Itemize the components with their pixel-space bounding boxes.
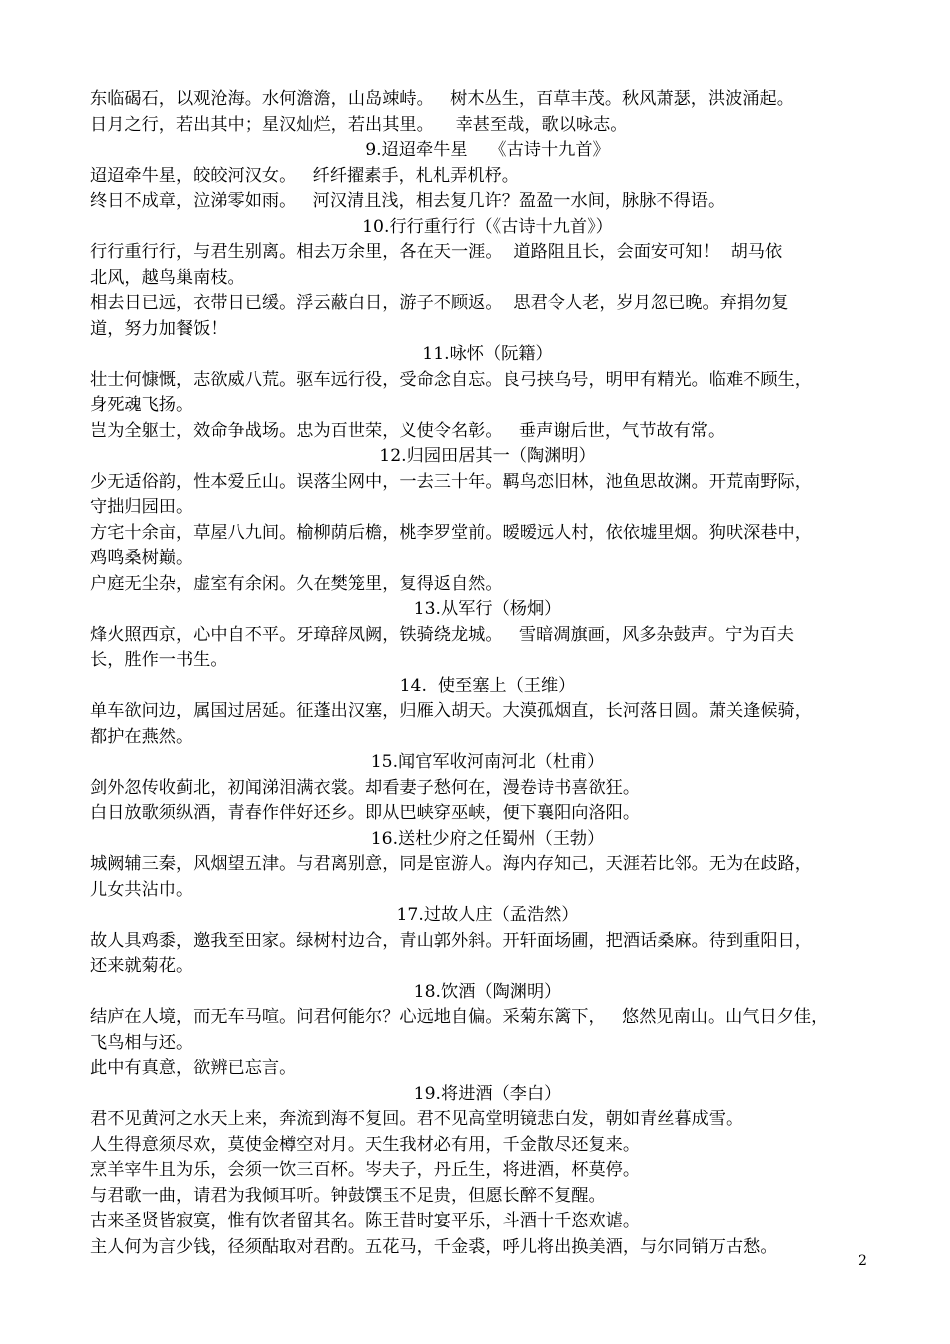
poem-title: 11.咏怀（阮籍）	[422, 344, 553, 364]
poem-title: 12.归园田居其一（陶渊明）	[379, 446, 596, 466]
poem-line: 剑外忽传收蓟北，初闻涕泪满衣裳。却看妻子愁何在，漫卷诗书喜欲狂。	[90, 777, 641, 798]
poem-line: 烽火照西京，心中自不平。牙璋辞凤阙，铁骑绕龙城。 雪暗凋旗画，风多杂鼓声。宁为百夫	[90, 624, 794, 645]
poem-line: 户庭无尘杂，虚室有余闲。久在樊笼里，复得返自然。	[90, 573, 503, 594]
poem-line: 鸡鸣桑树巅。	[90, 548, 194, 568]
poem-line: 相去日已远，衣带日已缓。浮云蔽白日，游子不顾返。 思君令人老，岁月忽已晚。弃捐勿复	[90, 293, 789, 313]
poem-line: 飞鸟相与还。	[90, 1032, 194, 1053]
poem-line: 主人何为言少钱，径须酤取对君酌。五花马，千金裘，呼儿将出换美酒，与尔同销万古愁。	[90, 1236, 778, 1257]
poem-title: 13.从军行（杨炯）	[413, 599, 562, 619]
poem-title: 15.闻官军收河南河北（杜甫）	[370, 752, 605, 772]
poem-line: 身死魂飞扬。	[90, 395, 194, 415]
poem-line: 道，努力加餐饭！	[90, 318, 228, 339]
poem-title: 19.将进酒（李白）	[413, 1083, 562, 1104]
poem-line: 东临碣石，以观沧海。水何澹澹，山岛竦峙。 树木丛生，百草丰茂。秋风萧瑟，洪波涌起。	[90, 89, 794, 109]
poem-line: 君不见黄河之水天上来，奔流到海不复回。君不见高堂明镜悲白发，朝如青丝暮成雪。	[90, 1109, 744, 1129]
poem-line: 少无适俗韵，性本爱丘山。误落尘网中，一去三十年。羁鸟恋旧林，池鱼思故渊。开荒南野际，	[90, 471, 812, 492]
poem-title: 17.过故人庄（孟浩然）	[396, 905, 579, 925]
poem-title: 16.送杜少府之任蜀州（王勃）	[370, 828, 605, 849]
poem-title: 18.饮酒（陶渊明）	[413, 981, 562, 1002]
poem-line: 日月之行，若出其中；星汉灿烂，若出其里。 幸甚至哉，歌以咏志。	[90, 114, 628, 135]
poem-line: 壮士何慷慨，志欲威八荒。驱车远行役，受命念自忘。良弓挟乌号，明甲有精光。临难不顾生，	[90, 369, 812, 390]
poem-line: 岂为全躯士，效命争战场。忠为百世荣，义使令名彰。 垂声谢后世，气节故有常。	[90, 420, 726, 441]
poem-line: 城阙辅三秦，风烟望五津。与君离别意，同是宦游人。海内存知己，天涯若比邻。无为在歧路，	[90, 854, 812, 874]
poem-line: 终日不成章，泣涕零如雨。 河汉清且浅，相去复几许？盈盈一水间，脉脉不得语。	[90, 191, 726, 211]
document-page	[90, 87, 885, 1260]
poem-line: 方宅十余亩，草屋八九间。榆柳荫后檐，桃李罗堂前。暧暧远人村，依依墟里烟。狗吠深巷中，	[90, 522, 812, 543]
poem-line: 人生得意须尽欢，莫使金樽空对月。天生我材必有用，千金散尽还复来。	[90, 1134, 641, 1155]
poem-line: 结庐在人境，而无车马喧。问君何能尔？心远地自偏。采菊东篱下， 悠然见南山。山气日夕佳，	[90, 1007, 829, 1027]
poem-line: 古来圣贤皆寂寞，惟有饮者留其名。陈王昔时宴平乐，斗酒十千恣欢谑。	[90, 1211, 641, 1231]
poem-line: 儿女共沾巾。	[90, 879, 194, 900]
poem-line: 故人具鸡黍，邀我至田家。绿树村边合，青山郭外斜。开轩面场圃，把酒话桑麻。待到重阳日，	[90, 930, 812, 951]
poem-title: 10.行行重行行（《古诗十九首》）	[362, 216, 613, 237]
poem-line: 北风，越鸟巢南枝。	[90, 267, 245, 288]
poem-line: 烹羊宰牛且为乐，会须一饮三百杯。岑夫子，丹丘生，将进酒，杯莫停。	[90, 1160, 641, 1180]
poem-line: 还来就菊花。	[90, 956, 194, 976]
poem-line: 与君歌一曲，请君为我倾耳听。钟鼓馔玉不足贵，但愿长醉不复醒。	[90, 1185, 606, 1206]
poem-line: 长，胜作一书生。	[90, 650, 228, 670]
page-number: 2	[858, 1253, 867, 1269]
poem-line: 守拙归园田。	[90, 497, 194, 517]
poem-line: 迢迢牵牛星，皎皎河汉女。 纤纤擢素手，札札弄机杼。	[90, 165, 519, 186]
poem-title: 9.迢迢牵牛星 《古诗十九首》	[365, 140, 610, 160]
poem-line: 白日放歌须纵酒，青春作伴好还乡。即从巴峡穿巫峡，便下襄阳向洛阳。	[90, 803, 641, 823]
poem-title: 14. 使至塞上（王维）	[399, 675, 576, 696]
poem-line: 此中有真意，欲辨已忘言。	[90, 1058, 297, 1078]
poem-line: 单车欲问边，属国过居延。征蓬出汉塞，归雁入胡天。大漠孤烟直，长河落日圆。萧关逢候骑，	[90, 701, 812, 721]
poem-line: 行行重行行，与君生别离。相去万余里，各在天一涯。 道路阻且长，会面安可知！ 胡马依	[90, 242, 783, 262]
poem-line: 都护在燕然。	[90, 726, 194, 747]
